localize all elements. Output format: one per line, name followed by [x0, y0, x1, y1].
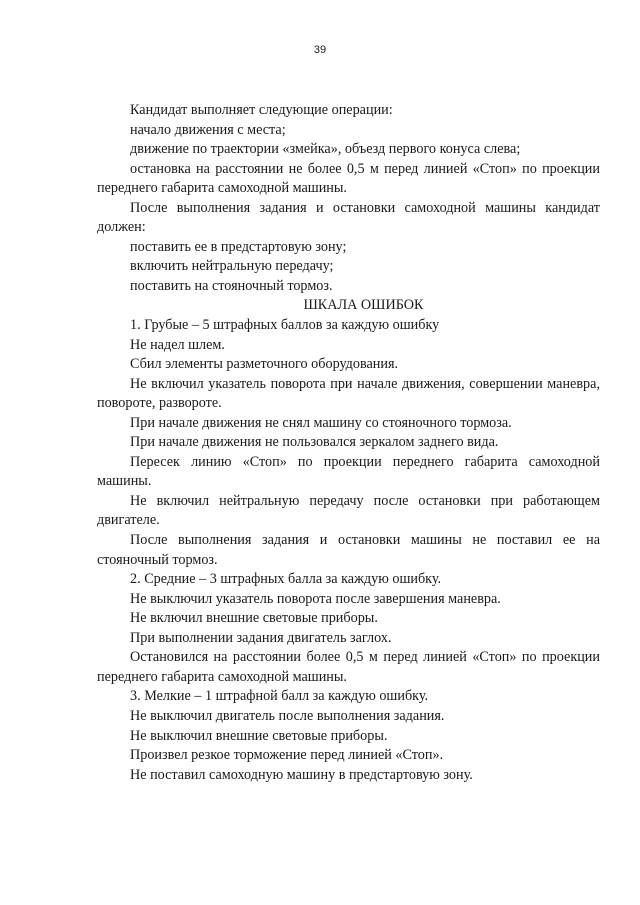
error-item: Произвел резкое торможение перед линией «Стоп». [130, 747, 444, 764]
operation-item: движение по траектории «змейка», объезд первого конуса слева; [130, 141, 521, 158]
error-category-heading: 1. Грубые – 5 штрафных баллов за каждую ошибку [130, 317, 440, 334]
error-item: При начале движения не пользовался зеркалом заднего вида. [130, 434, 499, 451]
error-item: Не выключил двигатель после выполнения задания. [130, 707, 445, 724]
error-item: Не поставил самоходную машину в предстартовую зону. [130, 766, 473, 783]
after-task-paragraph: После выполнения задания и остановки самоходной машины кандидат должен: [97, 199, 600, 236]
error-item: При начале движения не снял машину со стояночного тормоза. [130, 414, 512, 431]
error-item: Сбил элементы разметочного оборудования. [130, 356, 399, 373]
error-item: Не надел шлем. [130, 336, 225, 353]
error-item: Остановился на расстоянии более 0,5 м перед линией «Стоп» по проекции переднего габарита самоходной машины. [97, 649, 600, 685]
error-item: Не выключил внешние световые приборы. [130, 727, 388, 744]
requirement-item: поставить на стояночный тормоз. [130, 277, 333, 294]
intro-paragraph: Кандидат выполняет следующие операции: [130, 102, 393, 118]
error-category-heading: 3. Мелкие – 1 штрафной балл за каждую ошибку. [130, 688, 429, 705]
requirement-item: поставить ее в предстартовую зону; [130, 238, 347, 255]
requirement-item: включить нейтральную передачу; [130, 258, 334, 275]
error-item: После выполнения задания и остановки машины не поставил ее на стояночный тормоз. [97, 532, 600, 568]
error-item: Не включил нейтральную передачу после остановки при работающем двигателе. [97, 492, 600, 529]
document-body [97, 101, 600, 785]
operation-item: остановка на расстоянии не более 0,5 м перед линией «Стоп» по проекции переднего габарита самоходной машины. [97, 160, 600, 197]
error-item: Не включил внешние световые приборы. [130, 610, 378, 627]
error-item: Не включил указатель поворота при начале движения, совершении маневра, повороте, развороте. [97, 375, 600, 412]
error-item: Пересек линию «Стоп» по проекции переднего габарита самоходной машины. [97, 453, 600, 490]
error-item: Не выключил указатель поворота после завершения маневра. [130, 590, 501, 607]
operation-item: начало движения с места; [130, 121, 286, 138]
error-category-heading: 2. Средние – 3 штрафных балла за каждую ошибку. [130, 571, 442, 588]
error-item: При выполнении задания двигатель заглох. [130, 629, 392, 646]
page-number: 39 [313, 44, 327, 56]
section-heading: ШКАЛА ОШИБОК [303, 297, 424, 314]
